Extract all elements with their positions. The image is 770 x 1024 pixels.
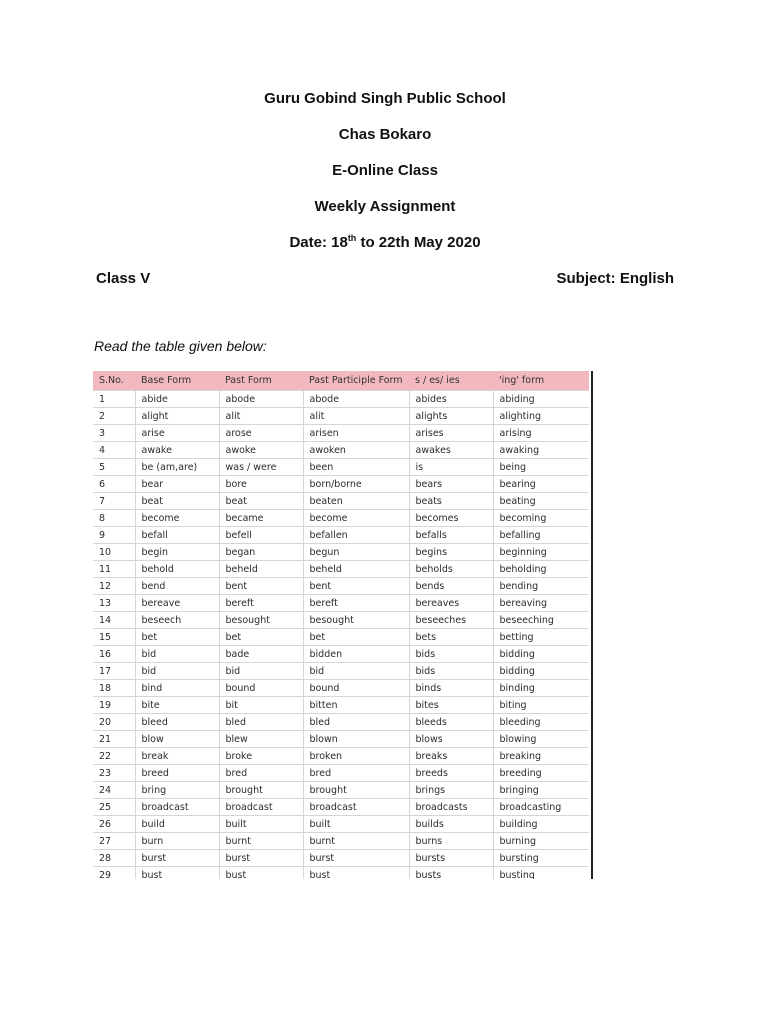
table-cell: burning (493, 833, 589, 850)
table-cell: breaks (409, 748, 493, 765)
table-cell: beholding (493, 561, 589, 578)
table-cell: 17 (93, 663, 135, 680)
class-label: Class V (96, 270, 151, 287)
table-row (93, 408, 589, 425)
table-cell: beholds (409, 561, 493, 578)
table-cell: 4 (93, 442, 135, 459)
school-location: Chas Bokaro (338, 126, 432, 143)
table-cell: been (303, 459, 409, 476)
instruction-text: Read the table given below: (94, 338, 267, 354)
table-cell: burn (135, 833, 219, 850)
table-cell: abode (303, 391, 409, 408)
table-cell: being (493, 459, 589, 476)
table-cell: 12 (93, 578, 135, 595)
table-cell: 2 (93, 408, 135, 425)
table-cell: beat (219, 493, 303, 510)
table-cell: alights (409, 408, 493, 425)
table-cell: is (409, 459, 493, 476)
table-row (93, 799, 589, 816)
subject-label: Subject: English (556, 270, 674, 287)
verb-forms-table-container (93, 371, 593, 879)
table-cell: 5 (93, 459, 135, 476)
table-cell: 26 (93, 816, 135, 833)
table-cell: arose (219, 425, 303, 442)
table-cell: beheld (303, 561, 409, 578)
table-cell: breaking (493, 748, 589, 765)
table-row (93, 493, 589, 510)
table-cell: busting (493, 867, 589, 880)
table-cell: 19 (93, 697, 135, 714)
table-cell: bet (303, 629, 409, 646)
table-row (93, 595, 589, 612)
table-row (93, 782, 589, 799)
table-row (93, 510, 589, 527)
table-cell: bursting (493, 850, 589, 867)
table-row (93, 561, 589, 578)
table-cell: bled (219, 714, 303, 731)
table-cell: 13 (93, 595, 135, 612)
table-cell: besought (303, 612, 409, 629)
table-cell: alighting (493, 408, 589, 425)
table-cell: begins (409, 544, 493, 561)
table-cell: 27 (93, 833, 135, 850)
table-cell: befalling (493, 527, 589, 544)
table-row (93, 544, 589, 561)
table-row (93, 629, 589, 646)
table-cell: betting (493, 629, 589, 646)
table-cell: bring (135, 782, 219, 799)
table-cell: 6 (93, 476, 135, 493)
table-cell: bereaves (409, 595, 493, 612)
table-cell: becoming (493, 510, 589, 527)
table-cell: bound (219, 680, 303, 697)
table-cell: behold (135, 561, 219, 578)
column-header: Past Participle Form (303, 371, 409, 391)
table-cell: beat (135, 493, 219, 510)
table-cell: bidding (493, 663, 589, 680)
table-cell: beating (493, 493, 589, 510)
table-cell: brought (219, 782, 303, 799)
date-suffix: to 22th May 2020 (356, 234, 481, 251)
table-cell: built (219, 816, 303, 833)
table-cell: bid (303, 663, 409, 680)
table-header-row (93, 371, 589, 391)
table-cell: bust (135, 867, 219, 880)
table-cell: blow (135, 731, 219, 748)
table-cell: break (135, 748, 219, 765)
table-cell: becomes (409, 510, 493, 527)
table-cell: alight (135, 408, 219, 425)
table-cell: was / were (219, 459, 303, 476)
table-cell: bred (219, 765, 303, 782)
table-cell: 10 (93, 544, 135, 561)
table-cell: burst (135, 850, 219, 867)
table-cell: beats (409, 493, 493, 510)
table-cell: 28 (93, 850, 135, 867)
table-row (93, 612, 589, 629)
column-header: Base Form (135, 371, 219, 391)
table-cell: bitten (303, 697, 409, 714)
table-cell: blew (219, 731, 303, 748)
table-cell: broken (303, 748, 409, 765)
table-row (93, 578, 589, 595)
table-cell: be (am,are) (135, 459, 219, 476)
table-cell: 18 (93, 680, 135, 697)
table-cell: brought (303, 782, 409, 799)
column-header: 'ing' form (493, 371, 589, 391)
table-cell: 21 (93, 731, 135, 748)
table-cell: builds (409, 816, 493, 833)
table-cell: arising (493, 425, 589, 442)
column-header: Past Form (219, 371, 303, 391)
table-cell: bled (303, 714, 409, 731)
table-cell: breeding (493, 765, 589, 782)
table-cell: 1 (93, 391, 135, 408)
table-cell: bet (135, 629, 219, 646)
table-cell: beseeching (493, 612, 589, 629)
table-cell: 11 (93, 561, 135, 578)
date-superscript: th (347, 233, 357, 243)
table-cell: bid (135, 646, 219, 663)
table-row (93, 833, 589, 850)
column-header: s / es/ ies (409, 371, 493, 391)
table-cell: binds (409, 680, 493, 697)
table-cell: beseech (135, 612, 219, 629)
table-row (93, 748, 589, 765)
table-cell: burns (409, 833, 493, 850)
table-cell: bends (409, 578, 493, 595)
table-cell: bidding (493, 646, 589, 663)
table-cell: bid (135, 663, 219, 680)
table-cell: bit (219, 697, 303, 714)
table-row (93, 850, 589, 867)
table-cell: besought (219, 612, 303, 629)
table-cell: 20 (93, 714, 135, 731)
table-cell: 9 (93, 527, 135, 544)
table-cell: bleeds (409, 714, 493, 731)
table-cell: bids (409, 663, 493, 680)
table-cell: burnt (219, 833, 303, 850)
school-name: Guru Gobind Singh Public School (264, 90, 506, 107)
table-cell: bidden (303, 646, 409, 663)
table-row (93, 459, 589, 476)
table-cell: bite (135, 697, 219, 714)
table-row (93, 391, 589, 408)
table-cell: alit (219, 408, 303, 425)
table-cell: 14 (93, 612, 135, 629)
table-cell: bear (135, 476, 219, 493)
table-cell: broadcasting (493, 799, 589, 816)
table-cell: awaking (493, 442, 589, 459)
table-row (93, 442, 589, 459)
assignment-title: Weekly Assignment (314, 198, 456, 215)
table-cell: 3 (93, 425, 135, 442)
table-cell: 25 (93, 799, 135, 816)
table-cell: 29 (93, 867, 135, 880)
table-cell: befalls (409, 527, 493, 544)
table-cell: befall (135, 527, 219, 544)
table-cell: breeds (409, 765, 493, 782)
table-cell: born/borne (303, 476, 409, 493)
table-cell: awoke (219, 442, 303, 459)
table-cell: 15 (93, 629, 135, 646)
table-row (93, 680, 589, 697)
table-cell: bereave (135, 595, 219, 612)
table-cell: brings (409, 782, 493, 799)
table-cell: burst (219, 850, 303, 867)
table-cell: 24 (93, 782, 135, 799)
table-cell: alit (303, 408, 409, 425)
table-cell: abides (409, 391, 493, 408)
table-cell: bend (135, 578, 219, 595)
table-cell: beheld (219, 561, 303, 578)
table-cell: breed (135, 765, 219, 782)
table-cell: awoken (303, 442, 409, 459)
table-cell: bade (219, 646, 303, 663)
table-cell: begin (135, 544, 219, 561)
table-cell: beseeches (409, 612, 493, 629)
table-row (93, 714, 589, 731)
table-cell: bringing (493, 782, 589, 799)
table-cell: bind (135, 680, 219, 697)
table-cell: building (493, 816, 589, 833)
table-row (93, 527, 589, 544)
table-row (93, 663, 589, 680)
table-body (93, 391, 589, 880)
table-cell: befallen (303, 527, 409, 544)
table-cell: become (135, 510, 219, 527)
table-cell: bent (219, 578, 303, 595)
table-cell: 7 (93, 493, 135, 510)
table-cell: bending (493, 578, 589, 595)
table-cell: bearing (493, 476, 589, 493)
table-cell: bet (219, 629, 303, 646)
table-cell: abode (219, 391, 303, 408)
table-cell: bleed (135, 714, 219, 731)
table-cell: began (219, 544, 303, 561)
column-header: S.No. (93, 371, 135, 391)
table-cell: bets (409, 629, 493, 646)
table-row (93, 765, 589, 782)
table-cell: awakes (409, 442, 493, 459)
table-cell: blown (303, 731, 409, 748)
table-row (93, 425, 589, 442)
table-cell: befell (219, 527, 303, 544)
table-cell: bears (409, 476, 493, 493)
table-cell: 22 (93, 748, 135, 765)
table-cell: become (303, 510, 409, 527)
table-cell: broadcast (219, 799, 303, 816)
table-cell: bore (219, 476, 303, 493)
table-cell: beginning (493, 544, 589, 561)
table-row (93, 697, 589, 714)
table-cell: beaten (303, 493, 409, 510)
table-cell: arisen (303, 425, 409, 442)
table-row (93, 476, 589, 493)
class-mode: E-Online Class (332, 162, 438, 179)
table-cell: bleeding (493, 714, 589, 731)
date-prefix: Date: 18 (289, 234, 348, 251)
table-row (93, 867, 589, 880)
table-cell: arises (409, 425, 493, 442)
table-cell: bursts (409, 850, 493, 867)
table-cell: blows (409, 731, 493, 748)
table-cell: awake (135, 442, 219, 459)
table-cell: broadcasts (409, 799, 493, 816)
table-cell: blowing (493, 731, 589, 748)
table-cell: bust (303, 867, 409, 880)
table-cell: bent (303, 578, 409, 595)
table-row (93, 816, 589, 833)
table-cell: broke (219, 748, 303, 765)
table-cell: burst (303, 850, 409, 867)
table-cell: biting (493, 697, 589, 714)
table-cell: arise (135, 425, 219, 442)
table-cell: abide (135, 391, 219, 408)
table-cell: bound (303, 680, 409, 697)
table-cell: bred (303, 765, 409, 782)
table-cell: bids (409, 646, 493, 663)
table-cell: busts (409, 867, 493, 880)
table-cell: bereft (219, 595, 303, 612)
table-cell: bites (409, 697, 493, 714)
table-cell: bereft (303, 595, 409, 612)
table-cell: bid (219, 663, 303, 680)
table-cell: build (135, 816, 219, 833)
table-cell: built (303, 816, 409, 833)
verb-forms-table (93, 371, 589, 879)
table-row (93, 731, 589, 748)
table-cell: 16 (93, 646, 135, 663)
table-cell: became (219, 510, 303, 527)
table-cell: burnt (303, 833, 409, 850)
table-cell: bust (219, 867, 303, 880)
table-cell: begun (303, 544, 409, 561)
table-cell: binding (493, 680, 589, 697)
table-cell: 23 (93, 765, 135, 782)
assignment-date (0, 234, 770, 252)
table-cell: abiding (493, 391, 589, 408)
table-cell: broadcast (303, 799, 409, 816)
table-cell: bereaving (493, 595, 589, 612)
table-row (93, 646, 589, 663)
table-cell: 8 (93, 510, 135, 527)
table-cell: broadcast (135, 799, 219, 816)
